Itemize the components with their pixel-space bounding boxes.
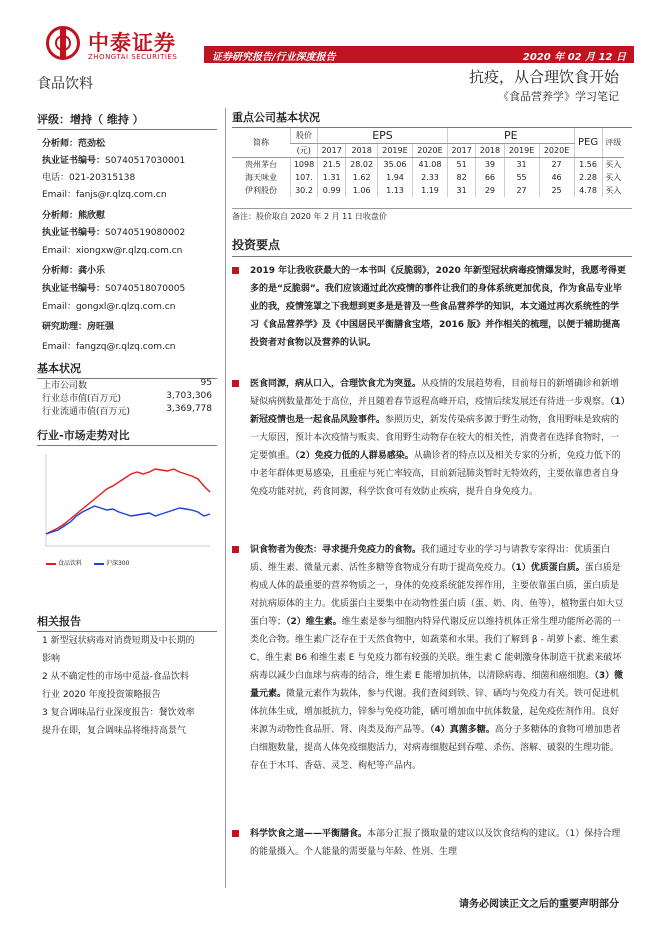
table-row: 海天味业 107. 1.31 1.62 1.94 2.33 82 66 55 46 2.28 买入 — [232, 171, 624, 184]
legend-swatch-market — [94, 563, 104, 565]
related-item[interactable]: 影响 — [42, 654, 61, 664]
analyst-2-email: Email：xiongxw@r.qlzq.com.cn — [42, 246, 183, 256]
invest-paragraph-3: 识食物者为俊杰：寻求提升免疫力的食物。我们通过专业的学习与请教专家得出：优质蛋白质、维生素、微量元素、活性多糖等食物成分有助于提高免疫力。（1）优质蛋白质。蛋白质是构成人体的最重要的营养物质之一，身体的免疫系统能发挥作用，主要依靠蛋白质，蛋白质是对抗病原体的主力。优质蛋白主要集中在动物性蛋白质（蛋、奶、肉、鱼等），植物蛋白如大豆蛋白等；（2）维生素。维生素是参与细胞内特异代谢反应以维持机体正常生理功能所必需的一类化合物。维生素广泛存在于天然食物中，如蔬菜和水果。我们了解到 β - 胡萝卜素、维生素 C、维生素 B6 和维生素 E 与免疫力都有较强的关联。维生素 C 能刺激身体制造干扰素来破坏病毒以减少白血球与病毒的结合，维生素 E 能增加抗体，以清除病毒、细菌和癌细胞。（3）微量元素。微量元素作为载体，参与代谢。我们查阅到铁、锌、硒均与免疫力有关。铁可促进机体抗体生成，增加抵抗力，锌参与免疫功能，硒可增加血中抗体数量，起免疫佐剂作用。良好来源为动物性食品肝、肾、肉类及海产品等。（4）真菌多糖。高分子多糖体的食物可增加患者白细胞数量，提高人体免疫细胞活力，对病毒细胞起到吞噬、杀伤、溶解、破裂的生理功能。存在于木耳、香菇、灵芝、枸杞等产品内。 — [232, 541, 626, 775]
col-pe: PE — [447, 128, 574, 144]
analyst-1: 分析师：范劲松 — [42, 139, 106, 149]
related-item[interactable]: 提升在即，复合调味品将维持高景气 — [42, 726, 187, 736]
brand-logo-bar — [60, 29, 66, 57]
document-title: 抗疫，从合理饮食开始 — [468, 68, 619, 86]
invest-title: 投资要点 — [232, 236, 632, 257]
basics-title: 基本状况 — [37, 360, 217, 379]
related-title: 相关报告 — [37, 613, 217, 632]
legend-swatch-industry — [46, 563, 56, 565]
assistant-email: Email：fangzq@r.qlzq.com.cn — [42, 342, 176, 352]
col-name: 简称 — [232, 128, 291, 158]
assistant: 研究助理：房旺强 — [42, 322, 115, 332]
bullet-icon — [232, 380, 239, 387]
table-note: 备注：股价取自 2020 年 2 月 11 日收盘价 — [232, 208, 632, 222]
document-subtitle: 《食品营养学》学习笔记 — [498, 90, 619, 103]
chart-legend: 食品饮料 沪深300 — [46, 558, 129, 567]
series-line-market — [46, 506, 210, 534]
report-date: 2020 年 02 月 12 日 — [522, 52, 626, 63]
trend-chart — [40, 450, 216, 550]
analyst-1-email: Email：fanjs@r.qlzq.com.cn — [42, 190, 167, 200]
col-price: 股价 — [291, 128, 318, 144]
related-item[interactable]: 2 从不确定性的市场中觅益-食品饮料 — [42, 672, 189, 682]
company-table: 简称 股价 EPS PE PEG 评级 (元) 2017 2018 2019E 2020E 2017 2018 2019E 2020E 贵州茅台 1098 21.5 28.02 35.06 41.08 51 39 31 27 1.56 买入 海天味业 107. 1.31 1.62 1.94 2.33 82 66 55 46 2.28 买入 伊利股份 30.2 0.99 1.06 1.13 1.19 31 29 27 25 4.78 买入 — [232, 128, 624, 197]
col-eps: EPS — [318, 128, 448, 144]
bullet-icon — [232, 830, 239, 837]
column-divider — [225, 108, 226, 888]
stat-row: 上市公司数 95 — [42, 378, 212, 391]
analyst-2: 分析师：熊欣慰 — [42, 211, 106, 221]
rating: 评级：增持（ 维持 ） — [37, 111, 217, 130]
report-category: 证券研究报告/行业深度报告 — [212, 52, 336, 63]
related-item[interactable]: 1 新型冠状病毒对消费短期及中长期的 — [42, 636, 195, 646]
col-rating: 评级 — [602, 128, 624, 158]
col-price-unit: (元) — [291, 144, 318, 158]
brand-name-en: ZHONGTAI SECURITIES — [88, 53, 178, 61]
company-table-title: 重点公司基本状况 — [232, 109, 632, 128]
stat-row: 行业流通市值(百万元) 3,369,778 — [42, 404, 212, 417]
analyst-1-phone: 电话：021-20315138 — [42, 173, 136, 183]
invest-paragraph-1: 2019 年让我收获最大的一本书叫《反脆弱》，2020 年新型冠状病毒疫情爆发时，我愿考得更多的是“反脆弱”。我们应该通过此次疫情的事件让我们的身体系统更加优良，作为食品专业毕业的我，疫情笼罩之下我想到更多是是普及一些食品营养学的知识，本文通过再次系统性的学习《食品营养学》及《中国居民平衡膳食宝塔，2016 版》并作相关的梳理，以便于辅助提高投资者对食物以及营养的认识。 — [232, 262, 626, 352]
bullet-icon — [232, 267, 239, 274]
analyst-3-email: Email：gongxl@r.qlzq.com.cn — [42, 302, 176, 312]
related-item[interactable]: 行业 2020 年度投资策略报告 — [42, 690, 161, 700]
footer-disclaimer: 请务必阅读正文之后的重要声明部分 — [459, 899, 619, 910]
analyst-1-cert: 执业证书编号：S0740517030001 — [42, 156, 186, 166]
analyst-3: 分析师：龚小乐 — [42, 266, 106, 276]
stat-row: 行业总市值(百万元) 3,703,306 — [42, 391, 212, 404]
brand-name: 中泰证券 — [88, 31, 176, 55]
table-row: 伊利股份 30.2 0.99 1.06 1.13 1.19 31 29 27 25 4.78 买入 — [232, 184, 624, 197]
col-peg: PEG — [574, 128, 602, 158]
trend-title: 行业-市场走势对比 — [37, 427, 217, 446]
section-title: 食品饮料 — [37, 76, 93, 92]
header-bar — [204, 46, 634, 63]
invest-paragraph-4: 科学饮食之道——平衡膳食。本部分汇报了摄取量的建议以及饮食结构的建议。（1）保持合理的能量摄入。个人能量的需要量与年龄、性别、生理 — [232, 825, 626, 861]
invest-paragraph-2: 医食同源，病从口入，合理饮食尤为突显。从疫情的发展趋势看，目前每日的新增确诊和新增疑似病例数量都处于高位，并且随着春节返程高峰开启，疫情后续发展还有待进一步观察。（1）新冠疫情也是一起食品风险事件。参照历史，新发传染病多源于野生动物，食用野味是致病的一大原因，预计本次疫情与贩卖、食用野生动物存在较大的相关性，消费者在选择食物时，一定要慎重。（2）免疫力低的人群易感染。从确诊者的特点以及相关专家的分析，免疫力低下的中老年群体更易感染，且重症与死亡率较高，目前新冠肺炎暂时无特效药，主要依靠患者自身免疫功能对抗，药食同源，科学饮食可有效防止疾病，提升自身免疫力。 — [232, 375, 626, 501]
series-line-industry — [46, 469, 210, 534]
table-row: 贵州茅台 1098 21.5 28.02 35.06 41.08 51 39 31 27 1.56 买入 — [232, 158, 624, 172]
bullet-icon — [232, 546, 239, 553]
analyst-2-cert: 执业证书编号：S0740519080002 — [42, 228, 186, 238]
related-item[interactable]: 3 复合调味品行业深度报告：餐饮效率 — [42, 708, 195, 718]
analyst-3-cert: 执业证书编号：S0740518070005 — [42, 284, 186, 294]
